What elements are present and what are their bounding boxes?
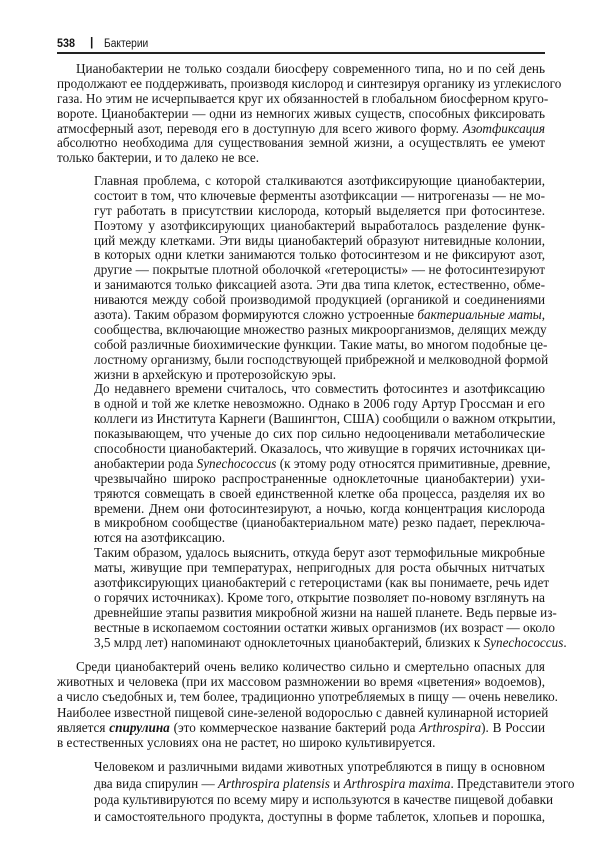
text-run: азота). Таким образом формируются сложно устроенные: [94, 307, 418, 323]
text-line: [94, 792, 554, 809]
text-line: [94, 204, 545, 219]
text-run: чрезвычайно широко распространенные одноклеточные цианобактерии) ухи-: [94, 470, 545, 486]
text-run: древнейшие этапы развития микробной жизни на нашей планете. Ведь первые из-: [94, 604, 557, 620]
text-line: [57, 62, 545, 77]
inset-nitrogen-fixation: [94, 173, 567, 651]
text-line: [57, 75, 562, 92]
page-number: 538: [57, 36, 76, 50]
header-separator: |: [90, 35, 94, 49]
paragraph: [94, 173, 549, 382]
text-line: [94, 234, 545, 249]
text-line: [57, 122, 545, 137]
text-run: в естественных условиях она не растет, но широко культивируется.: [57, 734, 436, 750]
text-line: [94, 174, 545, 189]
text-line: [94, 561, 545, 576]
text-run: Поэтому у азотфиксирующих цианобактерий выработалось разделение функ-: [94, 217, 545, 233]
paragraph: [94, 381, 556, 546]
text-run: сообщества, включающие множество разных микроорганизмов, делящих между: [94, 321, 547, 337]
chapter-title: Бактерии: [104, 36, 149, 50]
text-run: о горячих источниках). Кроме того, открытие позволяет по-новому взглянуть на: [94, 589, 545, 605]
text-line: [57, 659, 545, 674]
text-run: 3,5 млрд лет) напоминают одноклеточных цианобактерий, близких к: [94, 634, 484, 650]
text-run: в которых одни клетки занимаются только фотосинтезом и не фиксируют азот,: [94, 247, 545, 263]
text-line: [94, 634, 567, 651]
text-line: [94, 619, 555, 636]
italic-term: бактериальные маты: [417, 307, 542, 323]
text-line: [94, 189, 545, 204]
text-line: [94, 442, 545, 457]
text-run: вороте. Цианобактерии — одни из немногих живых существ, способных фиксировать: [57, 105, 545, 121]
text-line: [94, 368, 545, 383]
text-run: продолжают ее поддерживать, производя кислород и синтезируя органику из углекислого: [57, 75, 562, 91]
text-run: способности цианобактерий. Оказалось, что живущие в горячих источниках ци-: [94, 441, 546, 457]
text-line: [57, 689, 558, 705]
text-run: атмосферный азот, переводя его в доступную для всего живого форму.: [57, 120, 463, 136]
text-line: [57, 735, 545, 750]
text-run: и занимаются только фиксацией азота. Эти два типа клеток, естественно, обме-: [94, 277, 545, 293]
text-run: ций между клетками. Эти виды цианобактерий образуют нитевидные колонии,: [94, 232, 545, 248]
text-line: [94, 775, 575, 793]
text-run: Таким образом, удалось выяснить, откуда берут азот термофильные микробные: [94, 545, 545, 561]
text-line: [94, 575, 550, 591]
paragraph: [57, 61, 562, 166]
text-run: жизни в архейскую и протерозойскую эры.: [94, 366, 336, 382]
text-run: рода культивируются по всему миру и используются в качестве пищевой добавки: [94, 792, 554, 808]
text-run: Человеком и различными видами животных употребляются в пищу в основном: [94, 759, 545, 774]
text-line: [94, 397, 545, 412]
text-run: времени. Днем они фотосинтезируют, а ночью, когда концентрация кислорода: [94, 500, 545, 516]
text-line: [94, 604, 557, 621]
text-line: [94, 759, 545, 776]
paragraph: [94, 759, 575, 825]
text-run: в одной и той же клетке невозможно. Однако в 2006 году Артур Гроссман и его: [94, 396, 545, 412]
text-run: животных и человека (при их массовом размножении во время «цветения» водоемов),: [57, 674, 545, 690]
text-run: тряются совмещать в своей единственной клетке оба процесса, разделяя их во: [94, 485, 545, 501]
text-run: (к этому роду относятся примитивные, древние,: [276, 455, 551, 471]
text-run: является: [57, 719, 110, 735]
text-line: [94, 323, 545, 338]
text-run: и: [329, 775, 344, 791]
text-line: [57, 107, 545, 122]
text-line: [57, 90, 549, 107]
running-header: [57, 36, 545, 52]
text-run: собой различные биохимические функции. Такие маты, во многом подобные це-: [94, 336, 548, 352]
text-line: [94, 531, 545, 546]
text-run: ). В России: [481, 719, 546, 735]
text-run: Среди цианобактерий очень велико количество сильно и смертельно опасных для: [76, 659, 545, 674]
text-run: вестные в ископаемом состоянии остатки живых организмов (их возраст — около: [94, 619, 555, 635]
text-line: [94, 487, 545, 502]
text-line: [94, 516, 545, 531]
text-line: [94, 591, 545, 606]
text-line: [94, 293, 545, 308]
text-run: другие — покрытые плотной оболочкой «гетероцисты» — не фотосинтезируют: [94, 262, 545, 278]
text-line: [94, 502, 545, 517]
text-run: гут работать в присутствии кислорода, который выделяется при фотосинтезе.: [94, 202, 545, 218]
text-line: [94, 809, 545, 826]
text-run: азотфиксирующих цианобактерий с гетероцистами (как вы понимаете, речь идет: [94, 575, 550, 591]
text-line: [94, 455, 551, 472]
text-run: абсолютно необходима для существования земной жизни, а осуществлять ее умеют: [57, 135, 545, 151]
text-run: лостному организму, были господствующей прибрежной и мелководной формой: [94, 351, 549, 367]
text-run: До недавнего времени считалось, что совместить фотосинтез и азотфиксацию: [94, 381, 545, 397]
inset-spirulina-species: [94, 759, 575, 825]
text-run: маты, живущие при температурах, непригодных для роста обычных нитчатых: [94, 560, 545, 576]
italic-term: Азотфиксация: [462, 120, 545, 136]
body-paragraph-cyanobacteria: [57, 61, 562, 166]
italic-term: Synechococcus: [483, 634, 564, 650]
bold-italic-term: спирулина: [109, 719, 170, 735]
text-line: [57, 136, 545, 151]
text-run: .: [563, 634, 567, 650]
text-run: коллеги из Института Карнеги (Вашингтон, США) сообщили о важном открытии,: [94, 411, 556, 427]
text-run: и самостоятельного продукта, доступны в форме таблеток, хлопьев и порошка,: [94, 808, 545, 824]
text-run: ются на азотфиксацию.: [94, 530, 226, 546]
text-run: Цианобактерии не только создали биосферу современного типа, но и по сей день: [76, 61, 545, 76]
text-run: анобактерии рода: [94, 455, 197, 471]
text-run: . Представители этого: [450, 775, 575, 791]
italic-term: Arthrospira platensis: [217, 775, 330, 791]
text-line: [94, 248, 545, 263]
paragraph: [57, 659, 558, 750]
text-line: [94, 411, 556, 427]
text-line: [94, 263, 545, 278]
text-run: только бактерии, и то далеко не все.: [57, 150, 260, 166]
text-run: ,: [541, 307, 545, 323]
italic-term: Arthrospira: [419, 719, 482, 735]
italic-term: Arthrospira maxima: [343, 775, 451, 791]
header-rule: [57, 52, 545, 54]
text-run: состоит в том, что ключевые ферменты азотфиксации — нитрогеназы — не мо-: [94, 187, 545, 203]
text-line: [94, 382, 545, 397]
text-line: [94, 308, 545, 323]
text-line: [57, 674, 545, 689]
text-line: [94, 472, 545, 487]
text-run: ниваются между собой производимой продукцией (органикой и соединениями: [94, 292, 545, 308]
body-paragraph-spirulina: [57, 659, 558, 750]
text-line: [57, 151, 545, 166]
text-line: [94, 546, 545, 561]
text-run: газа. Но этим не исчерпывается круг их обязанностей в глобальном биосферном круго-: [57, 90, 549, 106]
text-line: [94, 219, 545, 234]
text-line: [94, 336, 548, 353]
text-line: [94, 351, 549, 368]
text-run: в микробном сообществе (цианобактериальном мате) резко падает, переключа-: [94, 515, 545, 531]
text-line: [94, 278, 545, 293]
text-line: [94, 427, 545, 442]
text-run: а число съедобных и, тем более, традиционно употребляемых в пищу — очень невелико.: [57, 689, 558, 705]
text-line: [57, 704, 549, 720]
text-run: Главная проблема, с которой сталкиваются азотфиксирующие цианобактерии,: [94, 173, 545, 188]
text-run: (это коммерческое название бактерий рода: [169, 719, 420, 735]
text-run: Наиболее известной пищевой сине-зеленой водорослью с давней кулинарной историей: [57, 704, 549, 720]
italic-term: Synechococcus: [196, 455, 277, 471]
text-run: показывающем, что ученые до сих пор сильно недооценивали метаболические: [94, 426, 545, 442]
text-run: два вида спирулин —: [94, 775, 218, 791]
paragraph: [94, 545, 567, 650]
text-line: [57, 720, 545, 735]
